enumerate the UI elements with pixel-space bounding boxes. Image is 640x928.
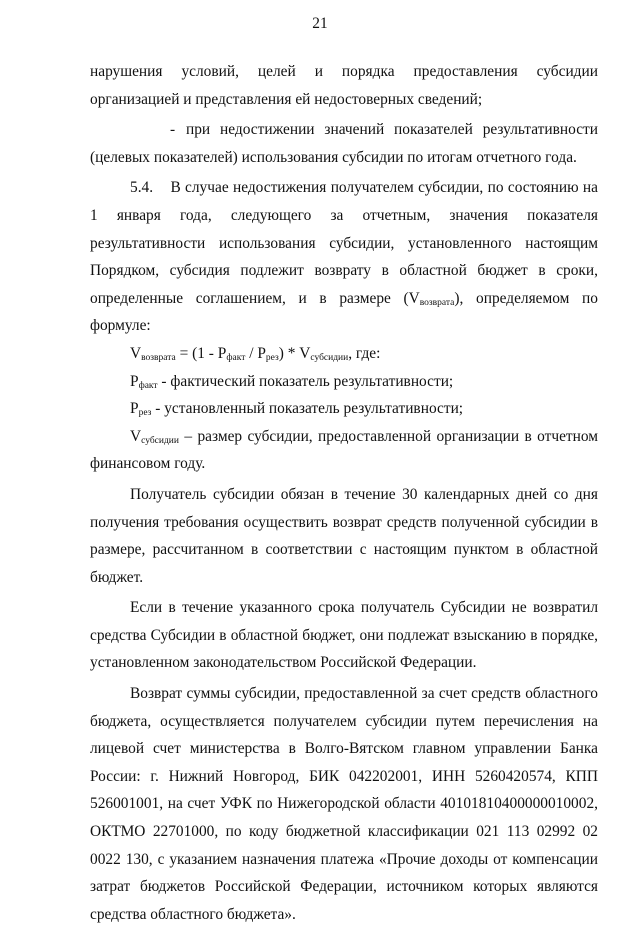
definition-p-fact — [90, 368, 598, 396]
paragraph-5-4 — [90, 174, 598, 340]
clause-text: В случае недостижения получателем субсидии, по состоянию на 1 января года, следующего за отчетным, значения показателя результативности использования субсидии, установленного настоящим Порядком, субсидия подлежит возврату в областной бюджет в сроки, определенные соглашением, и в размере (V — [90, 179, 598, 307]
definition-symbol: P — [130, 400, 139, 418]
clause-text-end: ), определяемом по формуле: — [90, 289, 598, 335]
definition-subscript: рез — [138, 408, 152, 419]
definition-p-rez — [90, 395, 598, 423]
document-body — [90, 58, 598, 928]
formula-part: = (1 - P — [175, 344, 227, 362]
formula-part: ) * V — [278, 344, 311, 362]
paragraph-payment-details: Возврат суммы субсидии, предоставленной за счет средств областного бюджета, осуществляется получателем субсидии путем перечисления на лицевой счет министерства в Волго-Вятском главном управлении Банка России: г. Нижний Новгород, БИК 042202001, ИНН 5260420574, КПП 526001001, на счет УФК по Нижегородской области 40101810400000010002, ОКТМО 22701000, по коду бюджетной классификации 021 113 02992 02 0022 130, с указанием назначения платежа «Прочие доходы от компенсации затрат бюджетов Российской Федерации, источником которых являются средства областного бюджета». — [90, 685, 598, 923]
definition-subscript: субсидии — [141, 435, 179, 446]
paragraph-return-obligation: Получатель субсидии обязан в течение 30 календарных дней со дня получения требования осуществить возврат средств полученной субсидии в размере, рассчитанном в соответствии с настоящим пунктом в областной бюджет. — [90, 485, 598, 586]
definition-text: - фактический показатель результативности; — [157, 372, 454, 390]
formula-part: / P — [245, 344, 266, 362]
definition-subscript: факт — [138, 380, 158, 391]
definition-symbol: V — [130, 427, 142, 445]
bullet-dash: - — [170, 121, 176, 139]
formula-v2-sub: субсидии — [310, 352, 349, 363]
paragraph-enforcement: Если в течение указанного срока получатель Субсидии не возвратил средства Субсидии в областной бюджет, они подлежат взысканию в порядке, установленном законодательством Российской Федерации. — [90, 599, 598, 672]
definition-text: - установленный показатель результативности; — [151, 400, 464, 418]
formula-v: V — [130, 344, 142, 362]
clause-number: 5.4. — [130, 179, 154, 197]
definition-symbol: P — [130, 372, 139, 390]
formula-line — [90, 340, 598, 368]
page-number: 21 — [312, 15, 328, 32]
formula-end: , где: — [348, 344, 381, 362]
definition-text: – размер субсидии, предоставленной организации в отчетном финансовом году. — [90, 427, 598, 473]
formula-p2-sub: рез — [265, 352, 279, 363]
bullet-text: при недостижении значений показателей результативности (целевых показателей) использования субсидии по итогам отчетного года. — [90, 121, 598, 166]
paragraph-violation-continuation: нарушения условий, целей и порядка предоставления субсидии организацией и представления ей недостоверных сведений; — [90, 63, 598, 108]
definition-v-subsidy — [90, 423, 598, 478]
bullet-item-targets — [90, 116, 598, 171]
formula-v-sub: возврата — [141, 352, 176, 363]
clause-subscript: возврата — [419, 297, 455, 308]
formula-p1-sub: факт — [226, 352, 246, 363]
